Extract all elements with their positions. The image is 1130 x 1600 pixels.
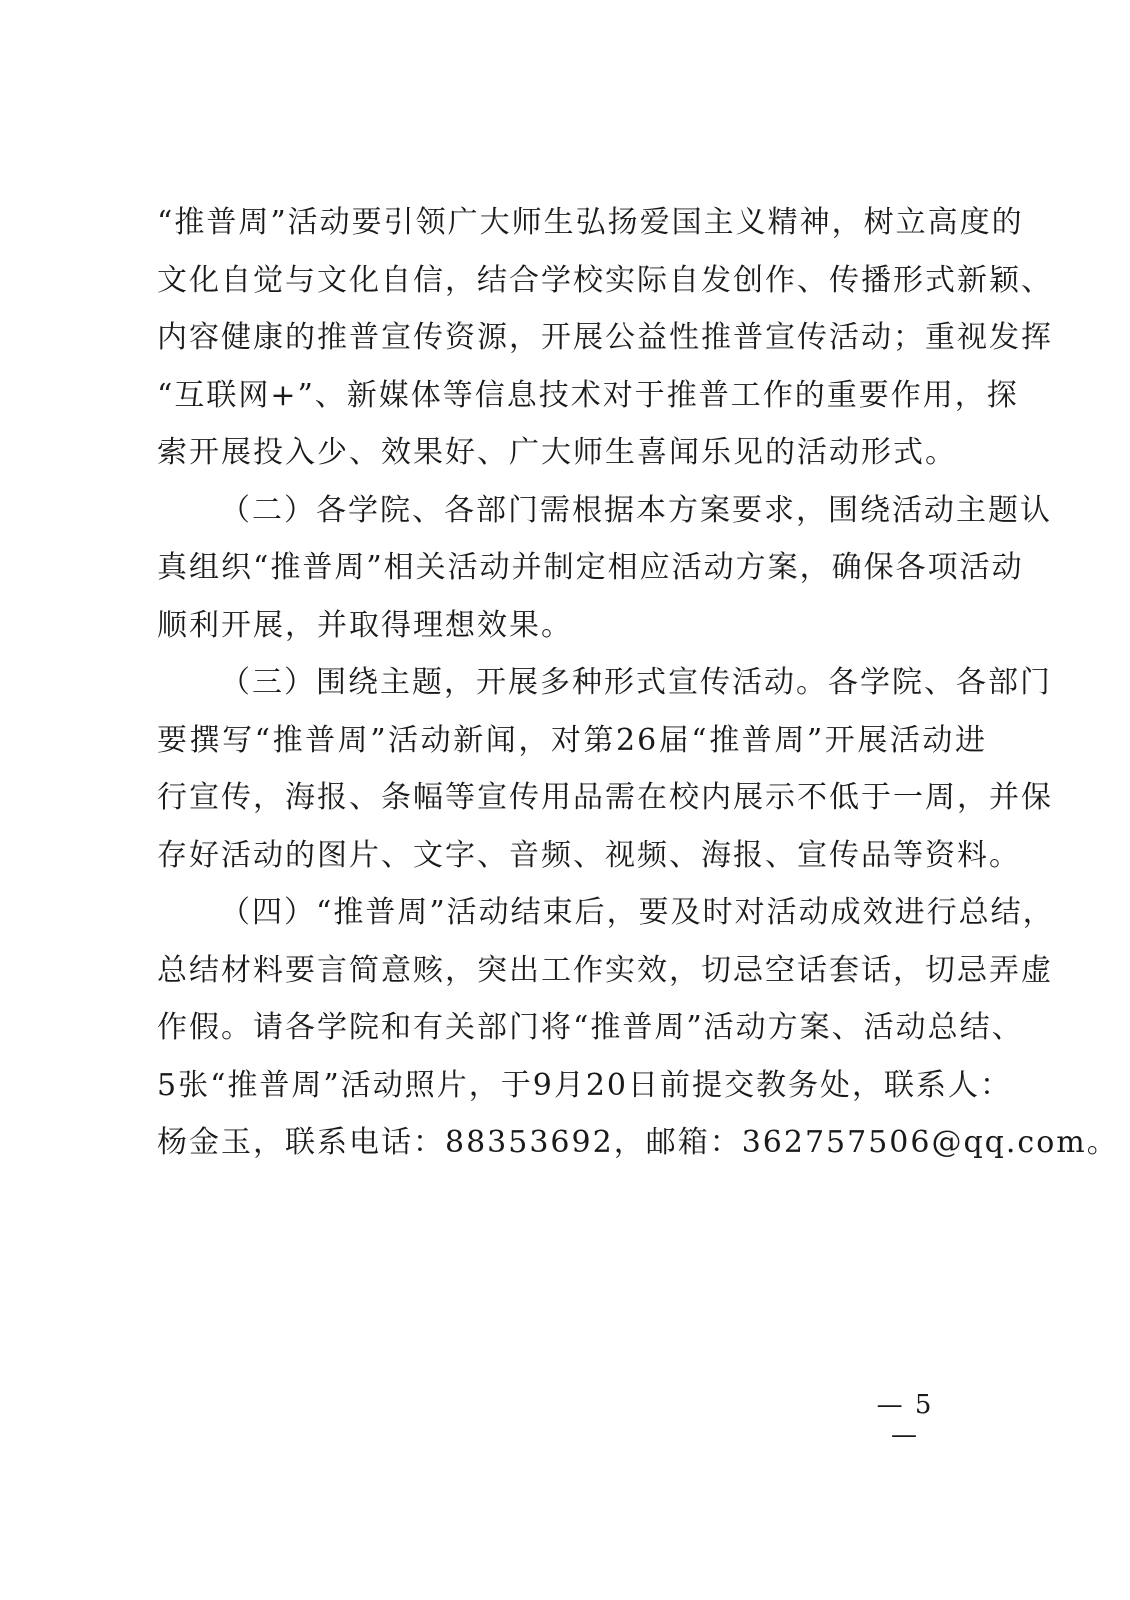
text-line: 杨金玉，联系电话：88353692，邮箱：362757506@qq.com。 — [157, 1125, 1119, 1160]
text-line: “互联网+”、新媒体等信息技术对于推普工作的重要作用，探 — [157, 377, 1019, 413]
text-line: 要撰写“推普周”活动新闻，对第26届“推普周”开展活动进 — [157, 722, 987, 758]
paragraph-3 — [157, 654, 1053, 884]
paragraph-4 — [157, 884, 1119, 1172]
text-line: 顺利开展，并取得理想效果。 — [157, 607, 573, 643]
text-line: 作假。请各学院和有关部门将“推普周”活动方案、活动总结、 — [157, 1010, 1024, 1045]
text-line: “推普周”活动要引领广大师生弘扬爱国主义精神，树立高度的 — [157, 205, 1024, 240]
text-line: 行宣传，海报、条幅等宣传用品需在校内展示不低于一周，并保 — [157, 780, 1053, 815]
paragraph-2 — [157, 482, 1052, 655]
text-line: 索开展投入少、效果好、广大师生喜闻乐见的活动形式。 — [157, 435, 957, 470]
text-line: 5张“推普周”活动照片，于9月20日前提交教务处，联系人： — [157, 1067, 1013, 1103]
text-line: （二）各学院、各部门需根据本方案要求，围绕活动主题认 — [220, 492, 1052, 528]
text-line: （四）“推普周”活动结束后，要及时对活动成效进行总结， — [220, 895, 1055, 930]
text-line: 内容健康的推普宣传资源，开展公益性推普宣传活动；重视发挥 — [157, 320, 1053, 355]
body-text — [157, 194, 1119, 1172]
text-line: （三）围绕主题，开展多种形式宣传活动。各学院、各部门 — [220, 665, 1052, 700]
text-line: 文化自觉与文化自信，结合学校实际自发创作、传播形式新颖、 — [157, 262, 1053, 298]
text-line: 存好活动的图片、文字、音频、视频、海报、宣传品等资料。 — [157, 837, 1021, 873]
paragraph-1 — [157, 194, 1053, 482]
text-line: 真组织“推普周”相关活动并制定相应活动方案，确保各项活动 — [157, 550, 1024, 585]
text-line: 总结材料要言简意赅，突出工作实效，切忌空话套话，切忌弄虚 — [157, 952, 1053, 988]
page-number: — 5 — — [876, 1390, 934, 1450]
